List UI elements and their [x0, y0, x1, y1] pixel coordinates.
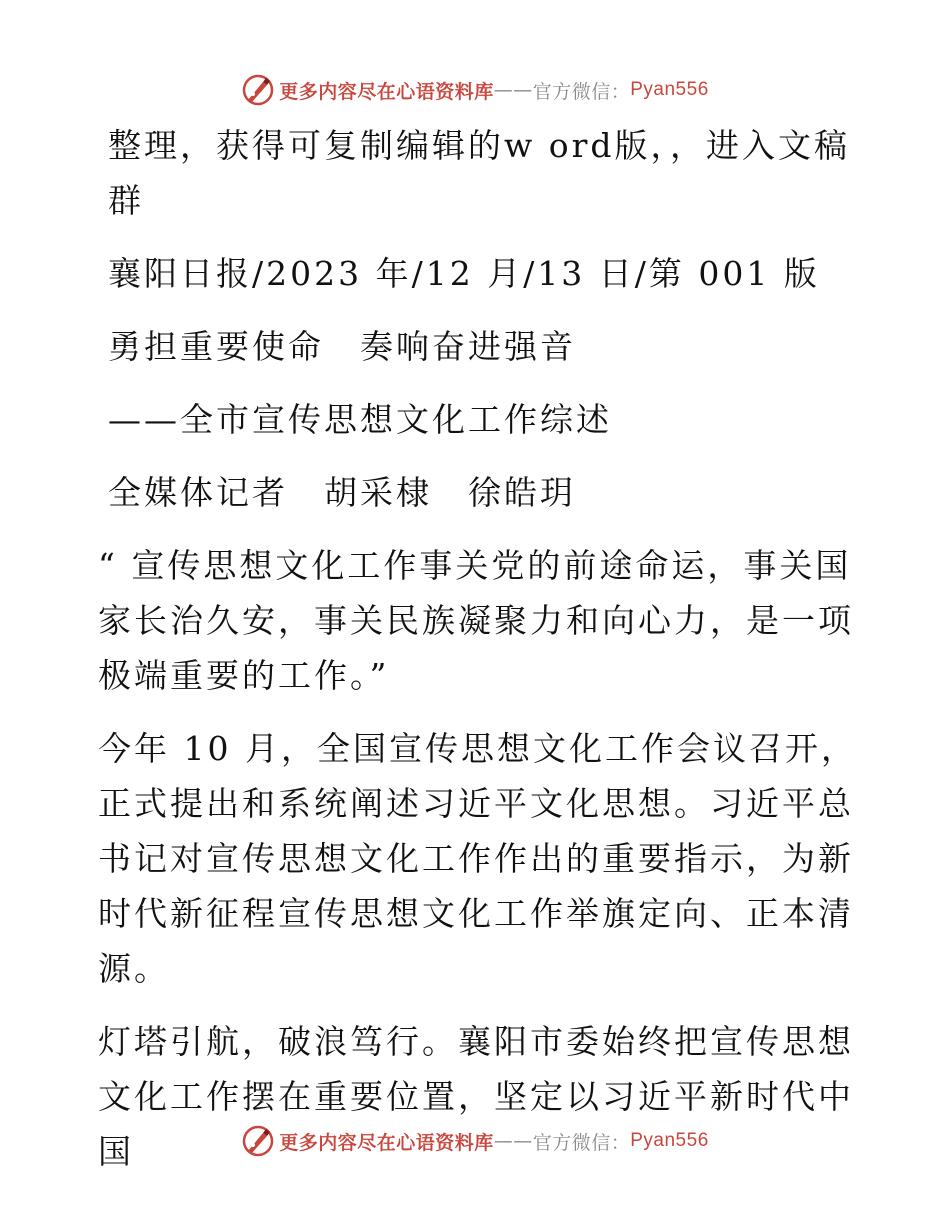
watermark-separator: —— — [493, 79, 533, 101]
article-title: 勇担重要使命 奏响奋进强音 — [108, 327, 576, 366]
pen-logo-icon — [241, 73, 275, 107]
watermark-text: 更多内容尽在心语资料库 — [279, 80, 494, 103]
article-subtitle: ——全市宣传思想文化工作综述 — [108, 400, 612, 439]
intro-paragraph: 整理，获得可复制编辑的w ord版，，进入文稿群 — [108, 126, 851, 220]
watermark-text: 更多内容尽在心语资料库 — [279, 1131, 494, 1154]
watermark-label: 官方微信： — [532, 80, 631, 103]
pen-logo-icon — [241, 1124, 275, 1158]
watermark-label: 官方微信： — [532, 1131, 631, 1154]
document-body — [98, 118, 858, 1197]
source-line: 襄阳日报/2023 年/12 月/13 日/第 001 版 — [108, 254, 820, 293]
body-paragraph: 灯塔引航，破浪笃行。襄阳市委始终把宣传思想文化工作摆在重要位置，坚定以习近平新时代中国 — [98, 1022, 854, 1171]
body-paragraph: 今年 10 月，全国宣传思想文化工作会议召开，正式提出和系统阐述习近平文化思想。习近平总书记对宣传思想文化工作作出的重要指示，为新时代新征程宣传思想文化工作举旗定向、正本清源。 — [98, 729, 857, 988]
byline: 全媒体记者 胡采棣 徐皓玥 — [108, 473, 576, 512]
watermark-separator: —— — [493, 1130, 533, 1152]
body-paragraph: “ 宣传思想文化工作事关党的前途命运，事关国家长治久安，事关民族凝聚力和向心力，是一项极端重要的工作。” — [98, 546, 854, 695]
footer-watermark — [0, 1124, 950, 1158]
watermark-wechat-id: Pyan556 — [630, 1130, 709, 1151]
header-watermark — [0, 73, 950, 107]
watermark-wechat-id: Pyan556 — [630, 79, 709, 100]
